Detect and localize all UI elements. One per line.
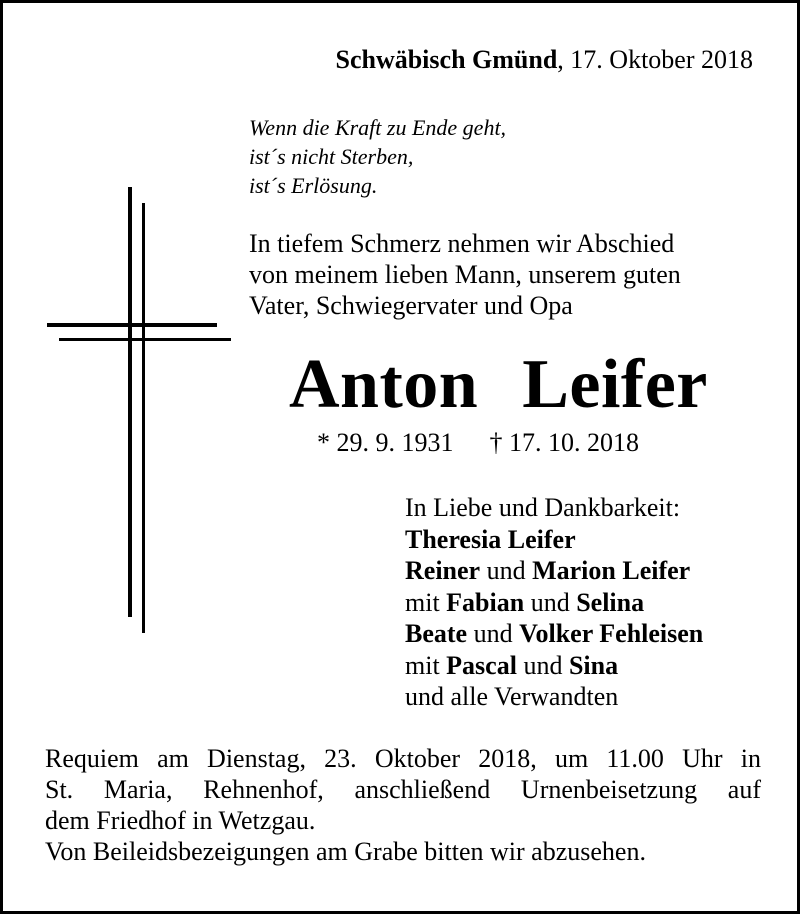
life-dates bbox=[317, 428, 639, 458]
verse-line: Wenn die Kraft zu Ende geht, bbox=[249, 115, 507, 140]
mourner-name: Selina bbox=[576, 587, 645, 617]
announcement-line: In tiefem Schmerz nehmen wir Abschied bbox=[249, 229, 675, 258]
mourner-line bbox=[405, 524, 703, 556]
condolence-note: Von Beileidsbezeigungen am Grabe bitten wir abzusehen. bbox=[45, 837, 646, 866]
connector-text: und bbox=[480, 556, 533, 585]
mourner-line bbox=[405, 555, 703, 587]
deceased-name: Anton Leifer bbox=[289, 346, 708, 423]
mourner-name: Marion Leifer bbox=[532, 556, 691, 585]
mourner-line bbox=[405, 650, 703, 682]
notice-date: , 17. Oktober 2018 bbox=[557, 45, 753, 74]
place-name: Schwäbisch Gmünd bbox=[335, 45, 558, 74]
mourner-line bbox=[405, 587, 703, 619]
service-line: dem Friedhof in Wetzgau. bbox=[45, 806, 316, 835]
mourner-name: Sina bbox=[568, 650, 619, 680]
memorial-verse bbox=[249, 113, 506, 200]
mourner-line bbox=[405, 618, 703, 650]
mourners-intro: In Liebe und Dankbarkeit: bbox=[405, 493, 681, 522]
connector-text: und bbox=[467, 619, 520, 648]
mourner-name: Beate bbox=[405, 619, 468, 648]
connector-text: mit bbox=[405, 587, 447, 617]
mourner-name: Pascal bbox=[446, 650, 517, 680]
mourner-line: und alle Verwandten bbox=[405, 682, 619, 711]
connector-text: mit bbox=[405, 650, 447, 680]
connector-text: und bbox=[516, 650, 569, 680]
mourner-name: Fabian bbox=[446, 587, 525, 617]
service-line: St. Maria, Rehnenhof, anschließend Urnenbeisetzung auf bbox=[45, 775, 761, 804]
announcement-line: von meinem lieben Mann, unserem guten bbox=[249, 260, 681, 289]
mourner-name: Volker Fehleisen bbox=[519, 619, 704, 648]
announcement-text bbox=[249, 228, 681, 321]
mourners-list bbox=[405, 492, 703, 713]
mourner-name: Reiner bbox=[405, 556, 481, 585]
birth-date: * 29. 9. 1931 bbox=[317, 428, 454, 457]
mourner-name: Theresia Leifer bbox=[405, 524, 576, 554]
announcement-line: Vater, Schwiegervater und Opa bbox=[249, 291, 573, 320]
death-date: † 17. 10. 2018 bbox=[489, 428, 639, 457]
service-info bbox=[45, 743, 761, 867]
verse-line: ist´s nicht Sterben, bbox=[249, 144, 414, 169]
verse-line: ist´s Erlösung. bbox=[249, 173, 378, 198]
place-date-header bbox=[335, 45, 753, 75]
service-line: Requiem am Dienstag, 23. Oktober 2018, um 11.00 Uhr in bbox=[45, 744, 761, 773]
connector-text: und bbox=[524, 587, 577, 617]
